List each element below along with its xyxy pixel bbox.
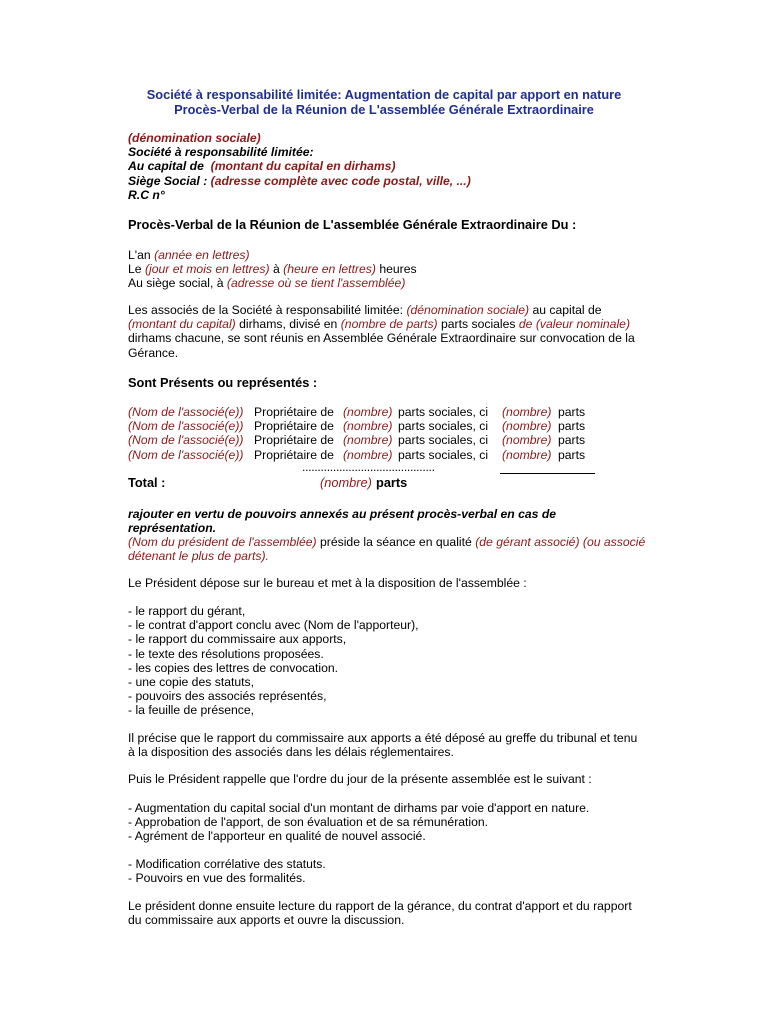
intro-nominal: de (valeur nominale) — [518, 317, 631, 332]
president-paragraph — [128, 535, 688, 563]
siege-prefix: Au siège social, à — [128, 276, 224, 291]
list-item: - le rapport du commissaire aux apports, — [128, 632, 347, 647]
list-item: - Agrément de l'apporteur en qualité de nouvel associé. — [128, 829, 426, 844]
intro-text-4: parts sociales — [441, 317, 516, 332]
associate-text-2: parts sociales, ci — [398, 433, 489, 448]
ordre-intro: Puis le Président rappelle que l'ordre du jour de la présente assemblée est le suivant : — [128, 772, 592, 786]
list-item: - Pouvoirs en vue des formalités. — [128, 871, 306, 886]
intro-text-1: Les associés de la Société à responsabilité limitée: — [128, 303, 404, 317]
list-item: - une copie des statuts, — [128, 675, 255, 690]
total-value: (nombre) — [320, 475, 372, 490]
associate-nombre: (nombre) — [343, 433, 393, 448]
pouvoirs-note — [128, 507, 688, 535]
associate-nombre: (nombre) — [343, 419, 393, 434]
total-row — [128, 476, 688, 490]
list-item: - Modification corrélative des statuts. — [128, 857, 326, 871]
intro-parts: (nombre de parts) — [340, 317, 438, 332]
associate-text-2: parts sociales, ci — [398, 447, 489, 462]
list-item: - Approbation de l'apport, de son évaluation et de sa rémunération. — [128, 815, 489, 830]
date-block — [128, 248, 688, 291]
lecture-line-1: Le président donne ensuite lecture du rapport de la gérance, du contrat d'apport et du rapport — [128, 899, 632, 913]
list-item: - le contrat d'apport conclu avec (Nom de l'apporteur), — [128, 618, 419, 633]
ordre-list-2 — [128, 857, 688, 885]
associate-parts: parts — [558, 419, 586, 434]
associate-nombre-2: (nombre) — [502, 405, 552, 419]
associate-nombre: (nombre) — [343, 405, 393, 419]
precise-paragraph — [128, 731, 688, 759]
associate-row — [128, 419, 688, 433]
intro-text-2: au capital de — [532, 303, 602, 317]
ordre-list-1 — [128, 801, 688, 844]
presents-heading: Sont Présents ou représentés : — [128, 375, 318, 390]
a-word: à — [272, 262, 280, 277]
documents-list — [128, 604, 688, 718]
list-item: - les copies des lettres de convocation. — [128, 660, 339, 675]
list-item: - Augmentation du capital social d'un montant de dirhams par voie d'apport en nature. — [128, 801, 590, 815]
associate-nombre-2: (nombre) — [502, 419, 552, 434]
associate-text-2: parts sociales, ci — [398, 419, 489, 434]
precise-line-2: à la disposition des associés dans les délais réglementaires. — [128, 745, 454, 760]
associate-row — [128, 433, 688, 447]
capital-label: Au capital de — [128, 159, 204, 174]
seat-label: Siège Social : — [128, 173, 208, 188]
president-text: préside la séance en qualité — [320, 535, 472, 549]
total-underline — [500, 473, 595, 474]
intro-paragraph — [128, 303, 688, 360]
an-value: (année en lettres) — [154, 248, 250, 262]
intro-text-6: Gérance. — [128, 345, 179, 360]
associate-nombre-2: (nombre) — [502, 447, 552, 462]
pv-heading: Procès-Verbal de la Réunion de L'assemblée Générale Extraordinaire Du : — [128, 217, 577, 232]
pouvoirs-line-2: représentation. — [128, 521, 217, 536]
intro-capital: (montant du capital) — [128, 317, 236, 332]
lecture-line-2: du commissaire aux apports et ouvre la discussion. — [128, 913, 405, 928]
intro-text-3: dirhams, divisé en — [239, 317, 338, 332]
list-item: - le rapport du gérant, — [128, 604, 246, 618]
associate-row — [128, 405, 688, 419]
total-parts: parts — [376, 475, 408, 490]
document-title — [0, 87, 768, 117]
associate-name: (Nom de l'associé(e)) — [128, 433, 244, 448]
heure-value: (heure en lettres) — [283, 262, 376, 277]
capital-value: (montant du capital en dirhams) — [210, 159, 396, 174]
pouvoirs-line-1: rajouter en vertu de pouvoirs annexés au présent procès-verbal en cas de — [128, 507, 557, 521]
associate-text: Propriétaire de — [254, 419, 334, 434]
total-label: Total : — [128, 475, 166, 490]
siege-value: (adresse où se tient l'assemblée) — [226, 276, 406, 291]
associate-parts: parts — [558, 405, 586, 419]
president-qualite-2: détenant le plus de parts). — [128, 549, 269, 564]
president-qualite-1: (de gérant associé) (ou associé — [475, 535, 646, 549]
associate-parts: parts — [558, 433, 586, 448]
company-block — [128, 131, 688, 202]
associates-list — [128, 405, 688, 462]
associate-text: Propriétaire de — [254, 447, 334, 462]
intro-denomination: (dénomination sociale) — [406, 303, 530, 317]
lecture-paragraph — [128, 899, 688, 927]
associate-nombre: (nombre) — [343, 447, 393, 462]
associate-parts: parts — [558, 447, 586, 462]
associate-text: Propriétaire de — [254, 433, 334, 448]
title-line-1: Société à responsabilité limitée: Augmentation de capital par apport en nature — [146, 87, 622, 102]
heures-word: heures — [379, 262, 417, 277]
dotted-line: ........................................... — [302, 460, 435, 474]
company-rc: R.C n° — [128, 187, 165, 202]
company-type: Société à responsabilité limitée: — [128, 145, 314, 160]
associate-name: (Nom de l'associé(e)) — [128, 419, 244, 434]
title-line-2: Procès-Verbal de la Réunion de L'assemblée Générale Extraordinaire — [174, 102, 594, 117]
associate-text: Propriétaire de — [254, 405, 334, 419]
associate-text-2: parts sociales, ci — [398, 405, 489, 419]
seat-value: (adresse complète avec code postal, ville, ...) — [210, 173, 471, 188]
jour-value: (jour et mois en lettres) — [144, 262, 270, 277]
list-item: - la feuille de présence, — [128, 703, 255, 718]
depose-text: Le Président dépose sur le bureau et met à la disposition de l'assemblée : — [128, 576, 527, 590]
president-name: (Nom du président de l'assemblée) — [128, 535, 317, 549]
associate-nombre-2: (nombre) — [502, 433, 552, 448]
associate-name: (Nom de l'associé(e)) — [128, 447, 244, 462]
an-prefix: L'an — [128, 248, 151, 262]
precise-line-1: Il précise que le rapport du commissaire aux apports a été déposé au greffe du tribunal et tenu — [128, 731, 638, 745]
associate-name: (Nom de l'associé(e)) — [128, 405, 244, 419]
le-prefix: Le — [128, 262, 142, 277]
intro-text-5: dirhams chacune, se sont réunis en Assemblée Générale Extraordinaire sur convocation de la — [128, 331, 635, 346]
list-item: - pouvoirs des associés représentés, — [128, 689, 327, 704]
list-item: - le texte des résolutions proposées. — [128, 646, 324, 661]
company-denomination: (dénomination sociale) — [128, 131, 261, 145]
